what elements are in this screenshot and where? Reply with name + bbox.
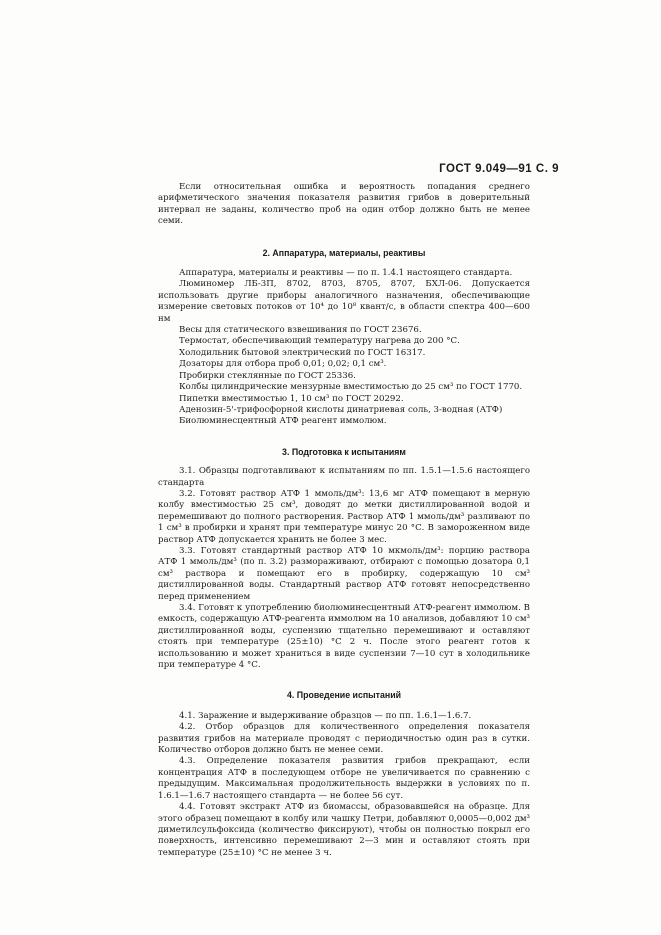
intro-paragraph: Если относительная ошибка и вероятность попадания среднего арифметического значения показателя развития грибов в доверительный интервал не заданы, количество проб на один отбор должно быть не менее семи.: [158, 182, 530, 227]
list-item: Пипетки вместимостью 1, 10 см³ по ГОСТ 20292.: [179, 393, 404, 404]
section-3-title: 3. Подготовка к испытаниям: [282, 446, 406, 457]
list-item: Весы для статического взвешивания по ГОСТ 23676.: [179, 325, 422, 336]
paragraph-4-1: 4.1. Заражение и выдерживание образцов — по пп. 1.6.1—1.6.7.: [179, 710, 472, 721]
paragraph-3-1: 3.1. Образцы подготавливают к испытаниям по пп. 1.5.1—1.5.6 настоящего стандарта: [158, 466, 530, 488]
list-item: Дозаторы для отбора проб 0,01; 0,02; 0,1 см³.: [179, 359, 387, 370]
section-2-title: 2. Аппаратура, материалы, реактивы: [262, 247, 426, 258]
list-item: Биолюминесцентный АТФ реагент иммолюм.: [179, 416, 387, 427]
section-2-list: [158, 268, 530, 428]
list-item: Холодильник бытовой электрический по ГОСТ 16317.: [179, 347, 426, 358]
paragraph-4-3: 4.3. Определение показателя развития грибов прекращают, если концентрация АТФ в последующем отборе не увеличивается по сравнению с предыдущим. Максимальная продолжительность выдержки в условиях по п. 1.6.1—1.6.7 настоящего стандарта — не более 56 сут.: [158, 756, 530, 801]
paragraph-3-3: 3.3. Готовят стандартный раствор АТФ 10 мкмоль/дм³: порцию раствора АТФ 1 ммоль/дм³ (по п. 3.2) размораживают, отбирают с помощью дозатора 0,1 см³ раствора и помещают его в пробирку, содержащую 10 см³ дистиллированной воды. Стандартный раствор АТФ готовят непосредственно перед применением: [158, 545, 530, 602]
list-item: Пробирки стеклянные по ГОСТ 25336.: [179, 370, 356, 381]
section-4-title: 4. Проведение испытаний: [286, 690, 402, 701]
list-item: Термостат, обеспечивающий температуру нагрева до 200 °С.: [179, 336, 460, 347]
list-item: Аппаратура, материалы и реактивы — по п. 1.4.1 настоящего стандарта.: [179, 268, 513, 279]
paragraph-4-2: 4.2. Отбор образцов для количественного определения показателя развития грибов на материале проводят с периодичностью один раз в сутки. Количество отборов должно быть не менее семи.: [158, 722, 530, 756]
list-item: Аденозин-5'-трифосфорной кислоты динатриевая соль, 3-водная (АТФ): [179, 404, 503, 415]
section-4-body: [158, 711, 530, 859]
paragraph-3-4: 3.4. Готовят к употреблению биолюминесцентный АТФ-реагент иммолюм. В емкость, содержащую АТФ-реагента иммолюм на 10 анализов, добавляют 10 см³ дистиллированной воды, суспензию тщательно перемешивают и оставляют стоять при температуре (25±10) °С 2 ч. После этого реагент готов к использованию и может храниться в виде суспензии 7—10 сут в холодильнике при температуре 4 °С.: [158, 603, 530, 671]
list-item: Колбы цилиндрические мензурные вместимостью до 25 см³ по ГОСТ 1770.: [179, 382, 523, 393]
paragraph-4-4: 4.4. Готовят экстракт АТФ из биомассы, образовавшейся на образце. Для этого образец помещают в колбу или чашку Петри, добавляют 0,0005—0,002 дм³ диметилсульфоксида (количество фиксируют), чтобы он полностью покрыл его поверхность, интенсивно перемешивают 2—3 мин и оставляют стоять при температуре (25±10) °С не менее 3 ч.: [158, 802, 530, 858]
paragraph-3-2: 3.2. Готовят раствор АТФ 1 ммоль/дм³: 13,6 мг АТФ помещают в мерную колбу вместимостью 25 см³, доводят до метки дистиллированной водой и перемешивают до полного растворения. Раствор АТФ 1 ммоль/дм³ разливают по 1 см³ в пробирки и хранят при температуре минус 20 °С. В замороженном виде раствор АТФ допускается хранить не более 3 мес.: [158, 488, 530, 545]
list-item: Люминомер ЛБ-3П, 8702, 8703, 8705, 8707, БХЛ-06. Допускается использовать другие приборы аналогичного назначения, обеспечивающие измерение световых потоков от 10⁴ до 10⁸ квант/с, в области спектра 400—600 нм: [158, 279, 530, 324]
section-3-body: [158, 466, 530, 671]
document-body: [158, 182, 530, 859]
page-header: ГОСТ 9.049—91 С. 9: [439, 163, 559, 175]
